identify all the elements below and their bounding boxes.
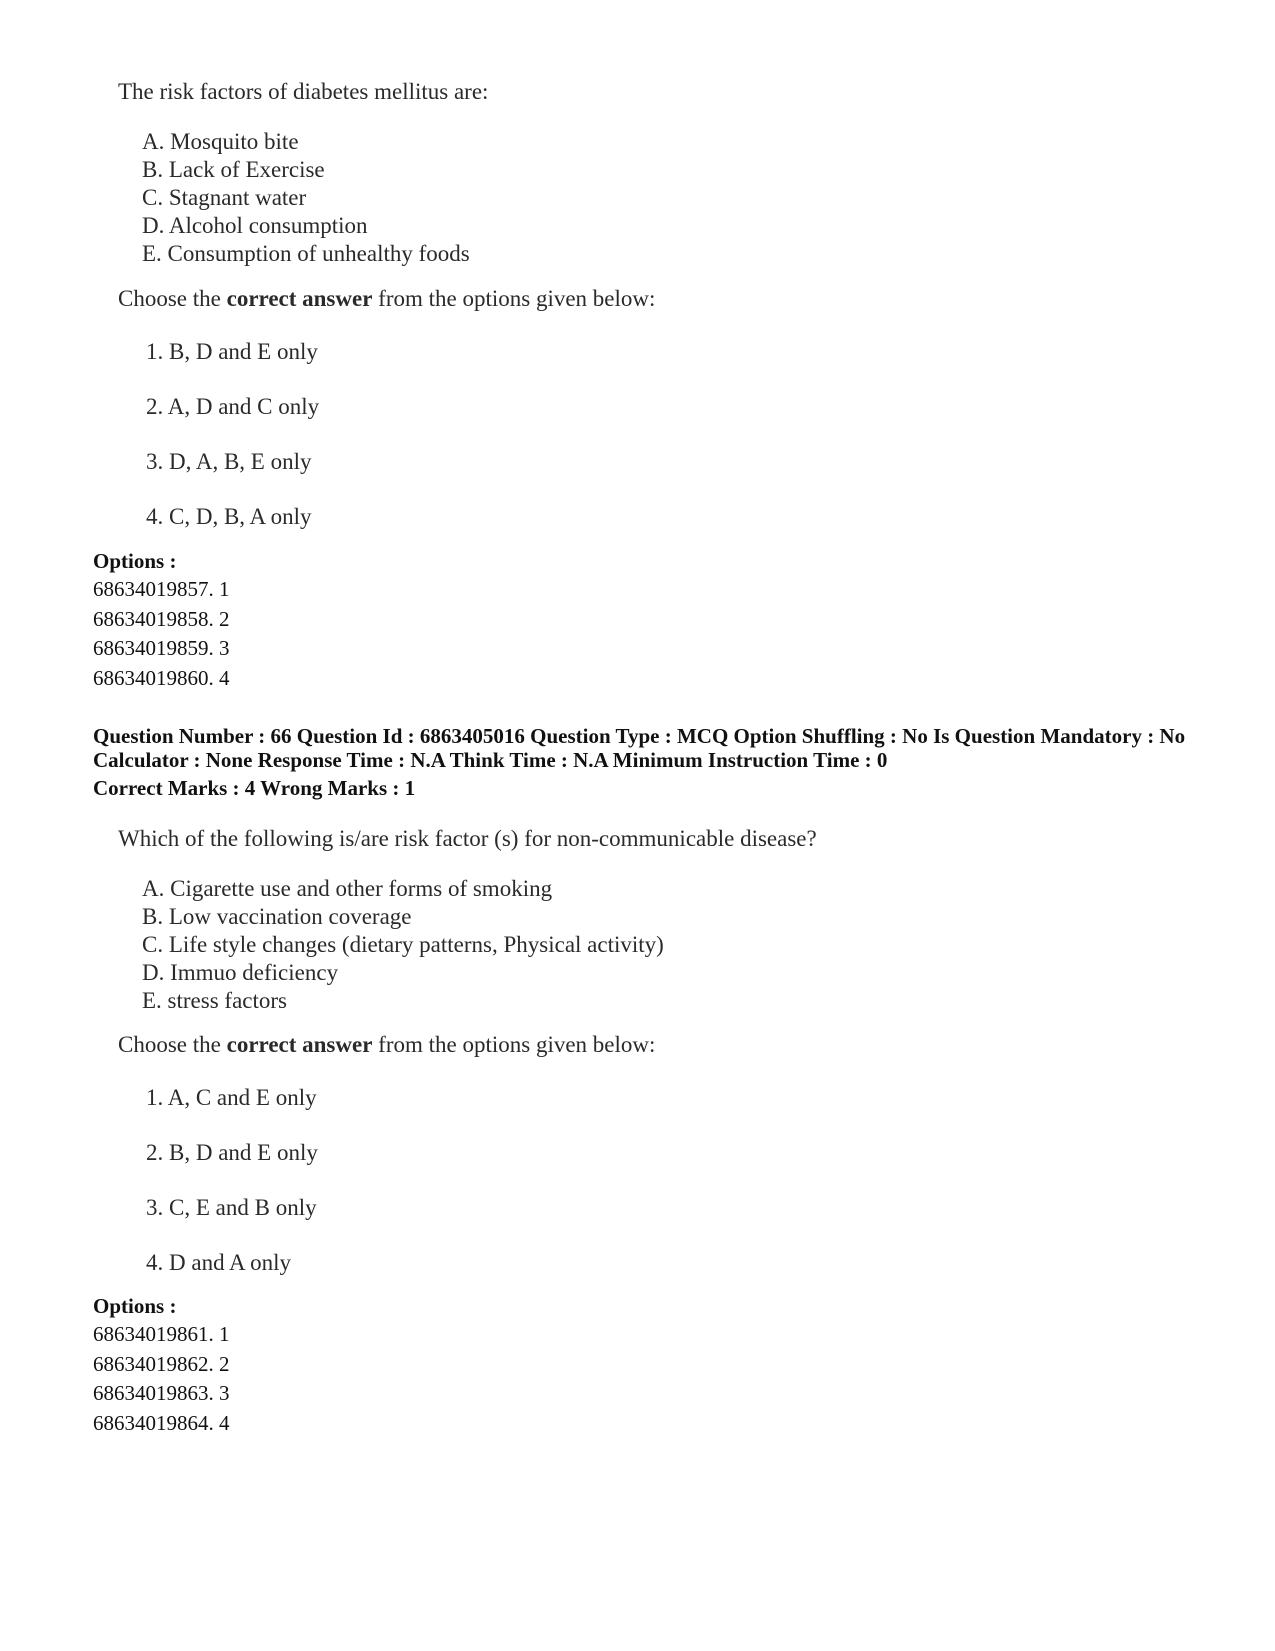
instruction-prefix: Choose the: [118, 1032, 227, 1057]
question-66-option-ids: [93, 1320, 230, 1438]
answer-item: 2. A, D and C only: [146, 394, 320, 419]
option-id: 68634019863. 3: [93, 1381, 230, 1405]
question-65-options-label: Options :: [93, 549, 177, 573]
question-65-instruction: [118, 286, 655, 312]
statement-item: B. Low vaccination coverage: [142, 904, 412, 929]
question-66-marks: Correct Marks : 4 Wrong Marks : 1: [93, 776, 416, 800]
answer-item: 1. B, D and E only: [146, 339, 318, 364]
instruction-prefix: Choose the: [118, 286, 227, 311]
instruction-bold: correct answer: [226, 1032, 373, 1057]
option-id: 68634019858. 2: [93, 606, 230, 631]
answer-item: 4. C, D, B, A only: [146, 504, 312, 529]
question-65-statements: [142, 128, 470, 268]
question-66-options-label: Options :: [93, 1294, 177, 1318]
option-id: 68634019864. 4: [93, 1410, 230, 1435]
question-66-meta: Question Number : 66 Question Id : 6863405016 Question Type : MCQ Option Shuffling : No Is Question Mandatory : No Calculator : None Response Time : N.A Think Time : N.A Minimum Instruction Time : 0: [93, 724, 1186, 772]
option-id: 68634019862. 2: [93, 1351, 230, 1376]
question-65-stem: The risk factors of diabetes mellitus are:: [118, 79, 489, 104]
statement-item: C. Stagnant water: [142, 185, 307, 210]
question-66-stem: Which of the following is/are risk factor (s) for non-communicable disease?: [118, 826, 817, 851]
statement-item: D. Alcohol consumption: [142, 213, 368, 238]
answer-item: 4. D and A only: [146, 1250, 292, 1275]
statement-item: B. Lack of Exercise: [142, 157, 325, 182]
statement-item: C. Life style changes (dietary patterns, Physical activity): [142, 932, 664, 957]
statement-item: E. stress factors: [142, 988, 287, 1013]
answer-item: 2. B, D and E only: [146, 1140, 318, 1165]
instruction-bold: correct answer: [226, 286, 373, 311]
statement-item: D. Immuo deficiency: [142, 960, 339, 985]
question-65-answers: [146, 338, 319, 558]
answer-item: 3. C, E and B only: [146, 1195, 317, 1220]
statement-item: E. Consumption of unhealthy foods: [142, 241, 470, 266]
instruction-suffix: from the options given below:: [372, 1032, 656, 1057]
statement-item: A. Cigarette use and other forms of smoking: [142, 876, 553, 901]
answer-item: 1. A, C and E only: [146, 1085, 317, 1110]
option-id: 68634019861. 1: [93, 1322, 230, 1346]
statement-item: A. Mosquito bite: [142, 129, 299, 154]
option-id: 68634019859. 3: [93, 636, 230, 660]
question-65-option-ids: [93, 575, 230, 693]
option-id: 68634019860. 4: [93, 665, 230, 690]
instruction-suffix: from the options given below:: [372, 286, 656, 311]
option-id: 68634019857. 1: [93, 577, 230, 601]
question-66-statements: [142, 875, 664, 1015]
answer-item: 3. D, A, B, E only: [146, 449, 312, 474]
question-66-answers: [146, 1084, 318, 1304]
question-66-instruction: [118, 1032, 655, 1058]
